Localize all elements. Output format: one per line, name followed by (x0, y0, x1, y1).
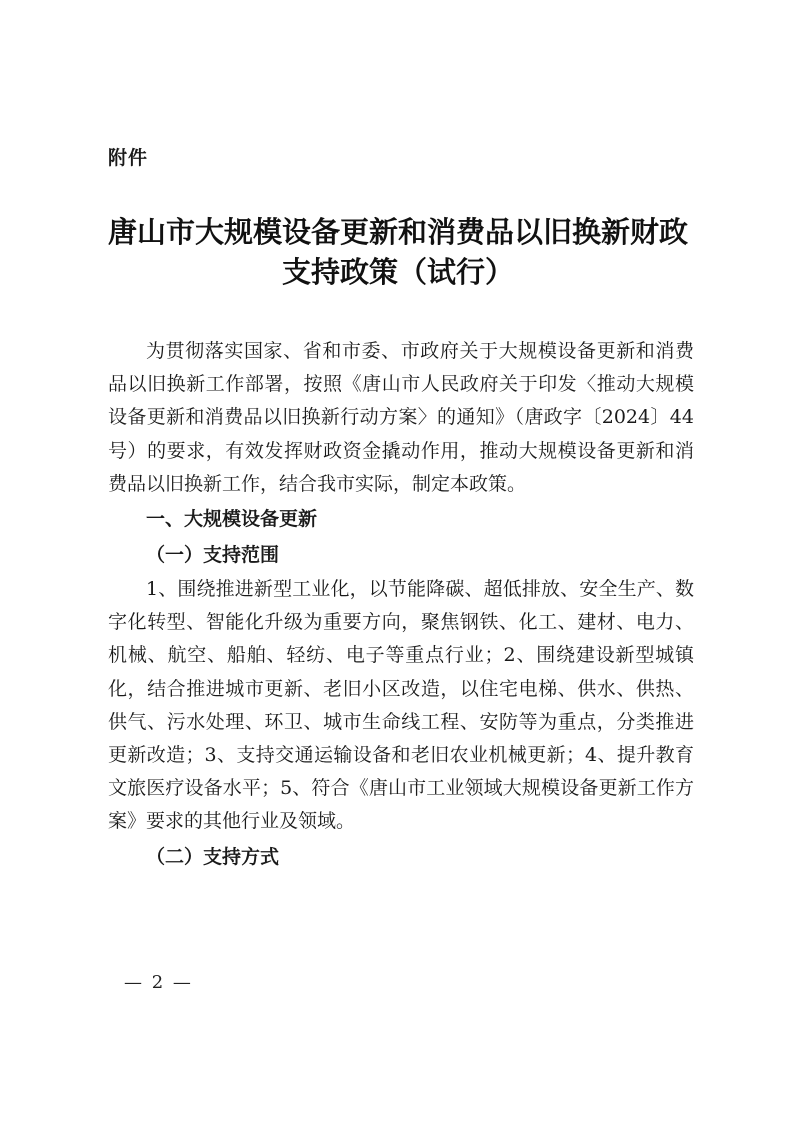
section-heading-1: 一、大规模设备更新 (146, 508, 318, 531)
title-line-2: 支持政策（试行） (281, 255, 514, 289)
title-line-1: 唐山市大规模设备更新和消费品以旧换新财政 (107, 215, 688, 249)
subsection-heading-method: （二）支持方式 (146, 845, 280, 868)
document-title (90, 212, 706, 292)
scope-paragraph: 1、围绕推进新型工业化，以节能降碳、超低排放、安全生产、数字化转型、智能化升级为重要方向，聚焦钢铁、化工、建材、电力、机械、航空、船舶、轻纺、电子等重点行业；2、围绕建设新型城镇化，结合推进城市更新、老旧小区改造，以住宅电梯、供水、供热、供气、污水处理、环卫、城市生命线工程、安防等为重点，分类推进更新改造；3、支持交通运输设备和老旧农业机械更新；4、提升教育文旅医疗设备水平；5、符合《唐山市工业领域大规模设备更新工作方案》要求的其他行业及领域。 (108, 578, 694, 833)
subsection-heading-scope: （一）支持范围 (146, 544, 280, 567)
intro-paragraph: 为贯彻落实国家、省和市委、市政府关于大规模设备更新和消费品以旧换新工作部署，按照《唐山市人民政府关于印发〈推动大规模设备更新和消费品以旧换新行动方案〉的通知》（唐政字〔2024〕44 号）的要求，有效发挥财政资金撬动作用，推动大规模设备更新和消费品以旧换新工作，结合我市实际，制定本政策。 (108, 340, 694, 495)
attachment-label: 附件 (108, 147, 149, 169)
page-number: — 2 — (124, 972, 193, 993)
document-body (108, 335, 694, 875)
